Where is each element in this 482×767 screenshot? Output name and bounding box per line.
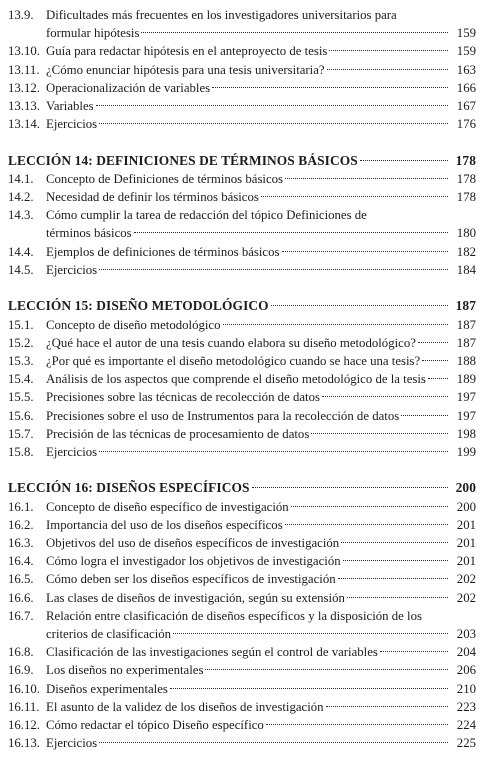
entry-title: Precisión de las técnicas de procesamiento de datos <box>46 426 310 441</box>
toc-entry <box>8 443 476 461</box>
entry-page: 223 <box>456 699 476 714</box>
entry-number: 13.11. <box>8 62 40 77</box>
dot-leader <box>99 742 448 743</box>
toc-entry-continuation <box>8 224 476 242</box>
dot-leader <box>347 597 448 598</box>
entry-number: 16.6. <box>8 590 34 605</box>
entry-page: 176 <box>456 117 476 132</box>
toc-section-13 <box>8 6 476 133</box>
entry-title: Cómo redactar el tópico Diseño específico <box>46 717 264 732</box>
entry-number: 13.14. <box>8 117 40 132</box>
entry-number: 16.1. <box>8 499 34 514</box>
entry-page: 188 <box>456 353 476 368</box>
entry-title: Clasificación de las investigaciones según el control de variables <box>46 645 378 660</box>
dot-leader <box>428 378 448 379</box>
entry-page: 202 <box>456 572 476 587</box>
entry-title: Cómo deben ser los diseños específicos de investigación <box>46 572 336 587</box>
entry-title: criterios de clasificación <box>46 626 172 641</box>
entry-page: 224 <box>456 717 476 732</box>
entry-number: 16.5. <box>8 572 34 587</box>
toc-entry <box>8 516 476 534</box>
entry-title: Cómo logra el investigador los objetivos de investigación <box>46 554 341 569</box>
toc-entry <box>8 352 476 370</box>
entry-page: 187 <box>456 335 476 350</box>
toc-entry <box>8 97 476 115</box>
toc-entry <box>8 115 476 133</box>
dot-leader <box>291 506 448 507</box>
toc-entry <box>8 261 476 279</box>
lesson-page: 178 <box>455 152 476 168</box>
toc-entry <box>8 425 476 443</box>
toc-entry <box>8 42 476 60</box>
entry-number: 16.9. <box>8 663 34 678</box>
toc-entry <box>8 716 476 734</box>
toc-entry <box>8 243 476 261</box>
entry-number: 15.1. <box>8 317 34 332</box>
dot-leader <box>422 360 448 361</box>
entry-page: 159 <box>456 26 476 41</box>
lesson-title: LECCIÓN 16: DISEÑOS ESPECÍFICOS <box>8 480 250 496</box>
toc-entry <box>8 316 476 334</box>
entry-page: 203 <box>456 626 476 641</box>
toc-entry-continuation <box>8 24 476 42</box>
dot-leader <box>252 487 448 488</box>
entry-number: 16.3. <box>8 536 34 551</box>
dot-leader <box>285 178 448 179</box>
entry-page: 201 <box>456 536 476 551</box>
entry-page: 178 <box>456 171 476 186</box>
dot-leader <box>329 50 448 51</box>
entry-number: 16.4. <box>8 554 34 569</box>
toc-entry <box>8 334 476 352</box>
entry-page: 201 <box>456 554 476 569</box>
toc-entry <box>8 170 476 188</box>
dot-leader <box>401 415 448 416</box>
section-spacer <box>8 279 476 297</box>
entry-page: 166 <box>456 80 476 95</box>
entry-title: El asunto de la validez de los diseños de investigación <box>46 699 324 714</box>
toc-entry <box>8 79 476 97</box>
toc-entry <box>8 680 476 698</box>
dot-leader <box>99 269 448 270</box>
entry-number: 13.9. <box>8 8 34 22</box>
toc-entry <box>8 388 476 406</box>
lesson-page: 187 <box>455 298 476 314</box>
dot-leader <box>212 87 448 88</box>
entry-title: Ejercicios <box>46 117 98 132</box>
dot-leader <box>380 651 448 652</box>
entry-number: 14.2. <box>8 190 34 205</box>
dot-leader <box>96 105 448 106</box>
entry-number: 14.1. <box>8 171 34 186</box>
entry-page: 197 <box>456 408 476 423</box>
entry-number: 16.11. <box>8 699 40 714</box>
toc-lesson-14 <box>8 152 476 279</box>
entry-title: formular hipótesis <box>46 26 140 41</box>
dot-leader <box>205 669 448 670</box>
entry-title: ¿Cómo enunciar hipótesis para una tesis universitaria? <box>46 62 325 77</box>
entry-title: Dificultades más frecuentes en los investigadores universitarios para <box>46 8 397 22</box>
entry-title: Ejemplos de definiciones de términos básicos <box>46 244 280 259</box>
dot-leader <box>343 560 448 561</box>
dot-leader <box>173 633 448 634</box>
lesson-heading <box>8 297 476 315</box>
toc-entry <box>8 734 476 752</box>
entry-title: Concepto de diseño metodológico <box>46 317 221 332</box>
entry-page: 197 <box>456 390 476 405</box>
lesson-heading <box>8 152 476 170</box>
dot-leader <box>282 251 449 252</box>
toc-entry <box>8 370 476 388</box>
entry-page: 200 <box>456 499 476 514</box>
toc-entry <box>8 698 476 716</box>
entry-number: 16.2. <box>8 517 34 532</box>
entry-number: 13.12. <box>8 80 40 95</box>
entry-number: 15.6. <box>8 408 34 423</box>
entry-title: Concepto de Definiciones de términos básicos <box>46 171 284 186</box>
dot-leader <box>261 196 448 197</box>
toc-entry <box>8 188 476 206</box>
entry-number: 13.13. <box>8 98 40 113</box>
entry-title: términos básicos <box>46 226 132 241</box>
entry-title: Variables <box>46 98 94 113</box>
dot-leader <box>134 232 448 233</box>
entry-title: Diseños experimentales <box>46 681 168 696</box>
dot-leader <box>141 32 448 33</box>
entry-number: 14.3. <box>8 208 34 223</box>
entry-title: ¿Qué hace el autor de una tesis cuando elabora su diseño metodológico? <box>46 335 416 350</box>
dot-leader <box>271 305 448 306</box>
toc-entry <box>8 206 476 224</box>
lesson-title: LECCIÓN 14: DEFINICIONES DE TÉRMINOS BÁSICOS <box>8 152 358 168</box>
entry-page: 184 <box>456 262 476 277</box>
entry-page: 163 <box>456 62 476 77</box>
dot-leader <box>99 451 448 452</box>
entry-title: Precisiones sobre el uso de Instrumentos para la recolección de datos <box>46 408 400 423</box>
entry-number: 15.2. <box>8 335 34 350</box>
toc-entry <box>8 498 476 516</box>
dot-leader <box>360 160 448 161</box>
entry-page: 202 <box>456 590 476 605</box>
entry-title: Necesidad de definir los términos básicos <box>46 190 259 205</box>
entry-number: 16.10. <box>8 681 40 696</box>
dot-leader <box>418 342 448 343</box>
entry-number: 16.7. <box>8 608 34 623</box>
entry-page: 225 <box>456 736 476 751</box>
entry-title: Concepto de diseño específico de investigación <box>46 499 289 514</box>
entry-page: 182 <box>456 244 476 259</box>
dot-leader <box>223 324 448 325</box>
dot-leader <box>322 396 448 397</box>
entry-number: 15.8. <box>8 444 34 459</box>
entry-title: Los diseños no experimentales <box>46 663 204 678</box>
entry-page: 159 <box>456 44 476 59</box>
toc-lesson-16 <box>8 479 476 752</box>
entry-number: 14.5. <box>8 262 34 277</box>
entry-page: 210 <box>456 681 476 696</box>
toc-entry <box>8 607 476 625</box>
dot-leader <box>327 69 448 70</box>
dot-leader <box>311 433 448 434</box>
entry-title: Ejercicios <box>46 444 98 459</box>
dot-leader <box>285 524 448 525</box>
toc-entry <box>8 407 476 425</box>
toc-lesson-15 <box>8 297 476 461</box>
dot-leader <box>266 724 448 725</box>
entry-title: Operacionalización de variables <box>46 80 211 95</box>
entry-title: ¿Por qué es importante el diseño metodológico cuando se hace una tesis? <box>46 353 421 368</box>
dot-leader <box>341 542 448 543</box>
entry-title: Ejercicios <box>46 736 98 751</box>
toc-entry-continuation <box>8 625 476 643</box>
entry-title: Guía para redactar hipótesis en el anteproyecto de tesis <box>46 44 328 59</box>
entry-title: Las clases de diseños de investigación, según su extensión <box>46 590 345 605</box>
entry-number: 15.4. <box>8 372 34 387</box>
entry-page: 201 <box>456 517 476 532</box>
entry-page: 204 <box>456 645 476 660</box>
toc-entry <box>8 643 476 661</box>
entry-title: Cómo cumplir la tarea de redacción del tópico Definiciones de <box>46 208 367 223</box>
toc-entry <box>8 534 476 552</box>
entry-page: 206 <box>456 663 476 678</box>
lesson-title: LECCIÓN 15: DISEÑO METODOLÓGICO <box>8 298 269 314</box>
toc-entry <box>8 61 476 79</box>
dot-leader <box>326 706 448 707</box>
dot-leader <box>338 578 448 579</box>
entry-title: Análisis de los aspectos que comprende el diseño metodológico de la tesis <box>46 372 426 387</box>
entry-title: Ejercicios <box>46 262 98 277</box>
toc-entry <box>8 6 476 24</box>
entry-number: 16.8. <box>8 645 34 660</box>
entry-page: 167 <box>456 98 476 113</box>
toc-entry <box>8 661 476 679</box>
entry-page: 187 <box>456 317 476 332</box>
entry-page: 199 <box>456 444 476 459</box>
entry-page: 189 <box>456 372 476 387</box>
entry-title: Relación entre clasificación de diseños específicos y la disposición de los <box>46 608 422 623</box>
entry-number: 15.7. <box>8 426 34 441</box>
dot-leader <box>99 123 448 124</box>
entry-number: 13.10. <box>8 44 40 59</box>
entry-number: 16.13. <box>8 736 40 751</box>
entry-number: 15.5. <box>8 390 34 405</box>
entry-title: Importancia del uso de los diseños específicos <box>46 517 283 532</box>
dot-leader <box>170 688 448 689</box>
entry-title: Precisiones sobre las técnicas de recolección de datos <box>46 390 320 405</box>
lesson-page: 200 <box>455 480 476 496</box>
toc-entry <box>8 589 476 607</box>
toc-entry <box>8 570 476 588</box>
entry-number: 16.12. <box>8 717 40 732</box>
entry-page: 180 <box>456 226 476 241</box>
entry-page: 198 <box>456 426 476 441</box>
section-spacer <box>8 461 476 479</box>
section-spacer <box>8 133 476 151</box>
toc-entry <box>8 552 476 570</box>
entry-number: 15.3. <box>8 353 34 368</box>
entry-page: 178 <box>456 190 476 205</box>
lesson-heading <box>8 479 476 497</box>
entry-title: Objetivos del uso de diseños específicos de investigación <box>46 536 340 551</box>
entry-number: 14.4. <box>8 244 34 259</box>
